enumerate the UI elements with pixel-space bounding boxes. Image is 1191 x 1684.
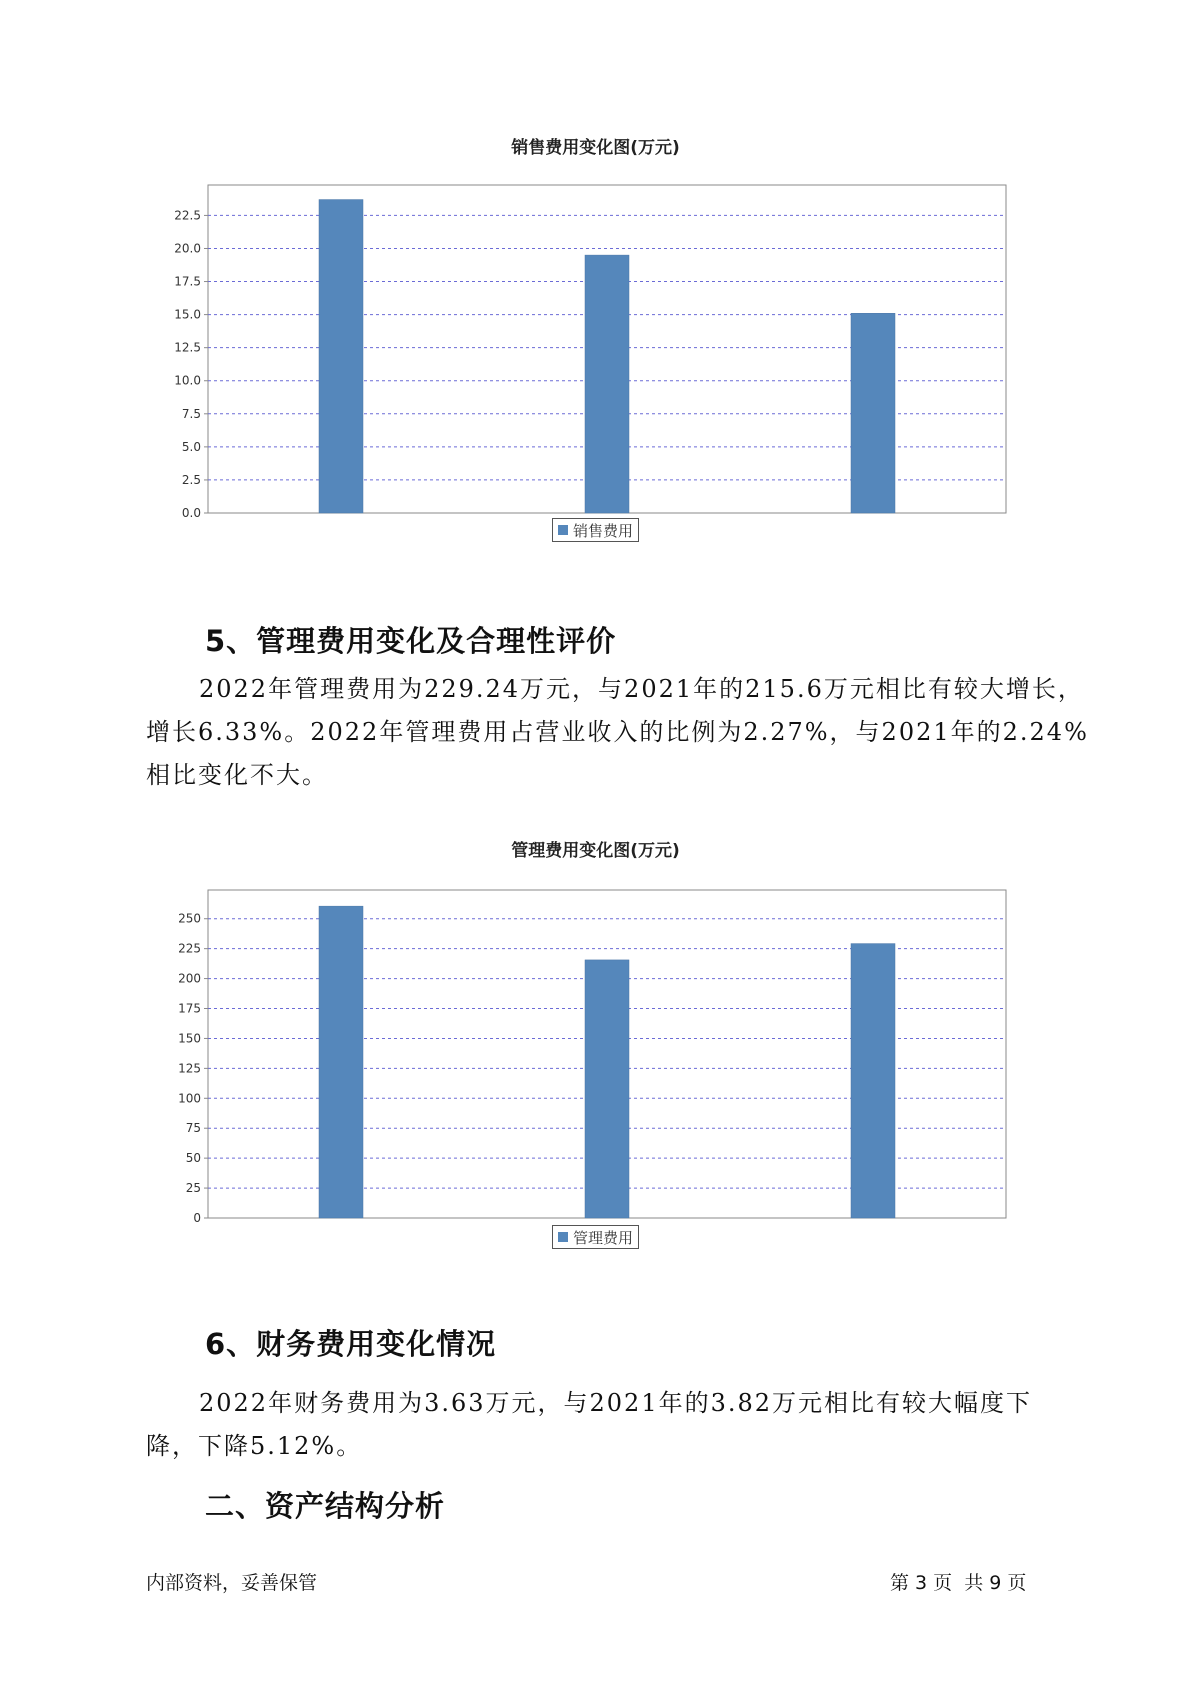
y-tick-label: 150 [178,1031,201,1046]
y-tick-label: 15.0 [174,307,201,322]
y-tick-label: 0.0 [181,506,201,520]
y-tick-label: 7.5 [181,406,201,421]
bar-2021年 [585,960,629,1218]
y-tick-label: 0 [193,1211,201,1225]
y-tick-label: 75 [185,1121,201,1136]
section-5-heading: 5、管理费用变化及合理性评价 [205,624,617,658]
y-tick-label: 22.5 [174,208,201,223]
sales-chart-legend [552,518,639,542]
legend-swatch [558,1232,568,1242]
paragraph-line: 降，下降5.12%。 [146,1432,363,1460]
y-tick-label: 5.0 [181,439,201,454]
y-tick-label: 50 [185,1151,201,1166]
section-5-paragraph [146,668,1089,797]
section-2-heading: 二、资产结构分析 [205,1489,446,1523]
y-tick-label: 100 [178,1091,201,1106]
sales-chart-title: 销售费用变化图(万元) [511,138,680,158]
sales-expense-chart [0,160,1191,520]
y-tick-label: 250 [178,911,201,926]
y-tick-label: 10.0 [174,373,201,388]
bar-2022年 [851,944,895,1218]
y-tick-label: 200 [178,971,201,986]
legend-swatch [558,525,568,535]
y-tick-label: 2.5 [181,472,201,487]
admin-chart-title: 管理费用变化图(万元) [511,841,680,861]
y-tick-label: 225 [178,941,201,956]
y-tick-label: 17.5 [174,274,201,289]
section-6-paragraph [146,1382,1032,1468]
paragraph-line: 相比变化不大。 [146,761,328,789]
y-tick-label: 20.0 [174,241,201,256]
y-tick-label: 12.5 [174,340,201,355]
bar-2022年 [851,313,895,513]
section-6-heading: 6、财务费用变化情况 [205,1327,497,1361]
bar-2021年 [585,255,629,513]
y-tick-label: 25 [185,1181,201,1196]
admin-chart-legend [552,1225,639,1249]
paragraph-line: 2022年管理费用为229.24万元，与2021年的215.6万元相比有较大增长， [199,675,1084,703]
legend-label: 管理费用 [573,1228,634,1247]
bar-2018年 [319,200,363,513]
bar-2018年 [319,906,363,1218]
admin-expense-chart [0,860,1191,1225]
footer-page-number: 第 3 页 共 9 页 [890,1572,1027,1594]
y-tick-label: 175 [178,1001,201,1016]
footer-confidential: 内部资料，妥善保管 [146,1572,318,1594]
y-tick-label: 125 [178,1061,201,1076]
paragraph-line: 增长6.33%。2022年管理费用占营业收入的比例为2.27%，与2021年的2.24% [146,718,1089,746]
paragraph-line: 2022年财务费用为3.63万元，与2021年的3.82万元相比有较大幅度下 [199,1389,1033,1417]
legend-label: 销售费用 [573,521,634,540]
